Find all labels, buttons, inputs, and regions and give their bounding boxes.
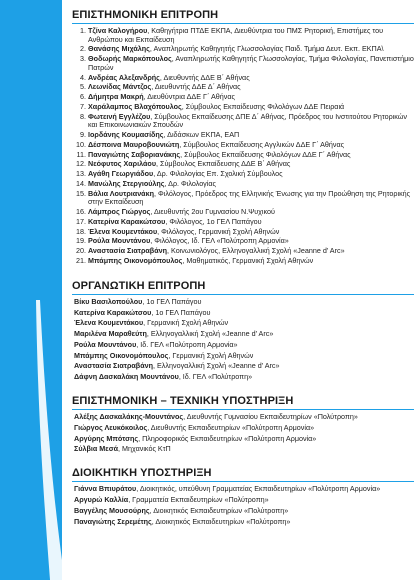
item-number: 16. [76, 207, 86, 217]
member-name: Βάλια Λουτριανάκη [88, 188, 155, 198]
member-role: , Σύμβουλος Εκπαίδευσης ΔΠΕ Δ΄ Αθήνας, Πρόεδρος του Ινστιτούτου Ρητορικών και Επικοινωνιακών Σπουδών [88, 111, 408, 130]
item-number: 9. [80, 130, 86, 140]
member-role: , Φιλόλογος, Πρόεδρος της Ελληνικής Ένωσης για την Προώθηση της Ρητορικής στην Εκπαίδευση [88, 188, 411, 207]
member-name: Παναγιώτης Σερεμέτης [74, 516, 152, 526]
member-name: Παναγιώτης Σαβοριανάκης [88, 149, 181, 159]
technical-support-list [72, 413, 414, 454]
member-entry [72, 330, 414, 339]
item-number: 6. [80, 92, 86, 102]
list-item [72, 160, 414, 169]
member-entry [72, 319, 414, 328]
list-item [72, 83, 414, 92]
member-name: Αλέξης Δασκαλάκης-Μουντάνος [74, 412, 184, 422]
member-name: Ανδρέας Αλεξανδρής [88, 72, 160, 82]
item-number: 19. [76, 236, 86, 246]
member-entry [72, 413, 414, 422]
member-name: Γιάννα Βπιυράτου [74, 484, 137, 494]
member-role: , 1ο ΓΕΛ Παπάγου [142, 296, 202, 306]
committee-page [62, 0, 420, 580]
list-item [72, 27, 414, 44]
member-name: Λάμπρος Γιώργος [88, 207, 151, 217]
member-role: , Ελληνογαλλική Σχολή «Jeanne d' Arc» [153, 361, 280, 371]
member-role: , Μαθηματικός, Γερμανική Σχολή Αθηνών [182, 256, 314, 265]
item-number: 18. [76, 226, 86, 236]
member-name: Ρούλα Μουντάνου [74, 339, 137, 349]
item-number: 4. [80, 72, 86, 82]
item-number: 20. [76, 246, 86, 256]
member-name: Αργύρης Μπότσης [74, 433, 139, 443]
member-entry [72, 518, 414, 527]
member-name: Αναστασία Σιατραβάνη [88, 246, 168, 256]
list-item [72, 247, 414, 256]
member-role: , Διευθυντής ΔΔΕ Δ΄ Αθήνας [151, 82, 241, 92]
member-entry [72, 341, 414, 350]
member-name: Θανάσης Μιχάλης [88, 44, 150, 54]
member-name: Μανώλης Στεργιούλης [88, 178, 165, 188]
member-name: Έλενα Κουμεντάκου [88, 226, 158, 236]
item-number: 2. [80, 44, 86, 54]
list-item [72, 257, 414, 266]
member-name: Ρούλα Μουντάνου [88, 236, 151, 246]
member-role: , Ελληνογαλλική Σχολή «Jeanne d' Arc» [146, 329, 274, 339]
member-name: Κατερίνα Καρακώτσου [74, 307, 152, 317]
section-divider [72, 23, 414, 24]
list-item [72, 103, 414, 112]
member-entry [72, 373, 414, 382]
member-role: , Ιδ. ΓΕΛ «Πολύτροπη» [178, 372, 253, 382]
member-role: , Καθηγήτρια ΠΤΔΕ ΕΚΠΑ, Διευθύντρια του ΠΜΣ Ρητορική, Επιστήμες του Ανθρώπου και Εκπαίδευση [88, 26, 384, 44]
member-name: Βίκυ Βασιλοπούλου [74, 296, 143, 306]
member-role: , Σύμβουλος Εκπαίδευσης Φιλολόγων ΔΔΕ Πειραιά [181, 101, 345, 111]
list-item [72, 151, 414, 160]
member-entry [72, 435, 414, 444]
member-entry [72, 507, 414, 516]
member-name: Δέσποινα Μαυροβουνιώτη [88, 139, 180, 149]
member-role: , Σύμβουλος Εκπαίδευσης Φιλολόγων ΔΔΕ Γ΄ Αθήνας [180, 149, 351, 159]
item-number: 3. [80, 54, 86, 64]
member-name: Σύλβια Μεσά [74, 444, 119, 454]
member-name: Φωτεινή Εγγλέζου [88, 111, 151, 121]
item-number: 11. [76, 149, 86, 159]
item-number: 15. [76, 188, 86, 198]
member-name: Κατερίνα Καρακώτσου [88, 216, 166, 226]
member-name: Μαριλένα Μαραθεύτη [74, 329, 147, 339]
list-item [72, 141, 414, 150]
member-role: , Δρ. Φιλολογίας Επ. Σχολική Σύμβουλος [153, 169, 283, 179]
member-role: , Αναπληρωτής Καθηγητής Γλωσσολογίας Παιδ. Τμήμα Δευτ. Εκπ. ΕΚΠΑ\ [149, 44, 384, 54]
member-role: , Κοινωνιολόγος, Ελληνογαλλική Σχολή «Jeanne d' Arc» [167, 246, 345, 256]
member-role: , 1ο ΓΕΛ Παπάγου [151, 307, 211, 317]
member-role: , Διευθύντρια ΔΔΕ Γ΄ Αθήνας [143, 92, 235, 102]
member-name: Λεωνίδας Μάντζος [88, 82, 152, 92]
member-role: , Διοικητικός Εκπαιδευτηρίων «Πολύτροπη» [149, 505, 289, 515]
list-item [72, 218, 414, 227]
member-role: , Αναπληρωτής Καθηγητής Γλωσσολογίας, Τμήμα Φιλολογίας, Πανεπιστήμιο Πατρών [88, 54, 414, 72]
item-number: 10. [76, 139, 86, 149]
decorative-curve [0, 0, 62, 580]
member-name: Έλενα Κουμεντάκου [74, 318, 144, 328]
item-number: 8. [80, 111, 86, 121]
section-title-scientific-committee: ΕΠΙΣΤΗΜΟΝΙΚΗ ΕΠΙΤΡΟΠΗ [72, 9, 219, 21]
section-divider [72, 294, 414, 295]
member-role: , Γερμανική Σχολή Αθηνών [168, 350, 254, 360]
section-title-technical-support: ΕΠΙΣΤΗΜΟΝΙΚΗ – ΤΕΧΝΙΚΗ ΥΠΟΣΤΗΡΙΞΗ [72, 395, 294, 408]
member-entry [72, 309, 414, 318]
member-name: Χαράλαμπος Βλαχόπουλος [88, 101, 182, 111]
member-role: , Διευθυντής 2ου Γυμνασίου Ν.Ψυχικού [150, 207, 275, 217]
member-name: Βαγγέλης Μουσούρης [74, 505, 150, 515]
list-item [72, 131, 414, 140]
item-number: 14. [76, 178, 86, 188]
list-item [72, 55, 414, 72]
member-entry [72, 298, 414, 307]
member-role: , Γραμματεία Εκπαιδευτηρίων «Πολύτροπη» [128, 494, 269, 504]
member-role: , Πληροφορικός Εκπαιδευτηρίων «Πολύτροπη Αρμονία» [138, 433, 317, 443]
item-number: 21. [76, 256, 86, 265]
item-number: 12. [76, 159, 86, 169]
member-name: Μπάμπης Οικονομόπουλος [74, 350, 169, 360]
member-name: Τζίνα Καλογήρου [88, 26, 148, 35]
member-role: , Φιλόλογος, Ιδ. ΓΕΛ «Πολύτροπη Αρμονία» [150, 236, 289, 246]
member-role: , Φιλόλογος, 1ο ΓΕΛ Παπάγου [165, 216, 262, 226]
member-name: Δάφνη Δασκαλάκη Μουντάνου [74, 372, 179, 382]
member-role: , Διευθυντής Εκπαιδευτηρίων «Πολύτροπη Αρμονία» [147, 422, 315, 432]
item-number: 13. [76, 169, 86, 179]
item-number: 17. [76, 216, 86, 226]
list-item [72, 74, 414, 83]
member-name: Δήμητρα Μακρή [88, 92, 144, 102]
member-role: , Διδάσκων ΕΚΠΑ, ΕΑΠ [163, 130, 240, 140]
list-item [72, 180, 414, 189]
list-item [72, 170, 414, 179]
section-divider [72, 409, 414, 410]
member-entry [72, 352, 414, 361]
scientific-committee-list [72, 27, 414, 266]
member-role: , Φιλόλογος, Γερμανική Σχολή Αθηνών [157, 226, 280, 236]
member-role: , Διοικητικός Εκπαιδευτηρίων «Πολύτροπη» [151, 516, 291, 526]
member-role: , Διευθυντής Γυμνασίου Εκπαιδευτηρίων «Πολύτροπη» [183, 412, 358, 422]
member-role: , Γερμανική Σχολή Αθηνών [143, 318, 229, 328]
member-entry [72, 485, 414, 494]
administrative-support-list [72, 485, 414, 526]
member-name: Αργυρώ Καλλία [74, 494, 129, 504]
list-item [72, 190, 414, 207]
member-entry [72, 445, 414, 454]
member-name: Γιώργος Λευκόκοιλος [74, 422, 148, 432]
list-item [72, 93, 414, 102]
list-item [72, 228, 414, 237]
section-divider [72, 481, 414, 482]
member-role: , Μηχανικός ΚτΠ [118, 444, 171, 454]
list-item [72, 237, 414, 246]
item-number: 5. [80, 82, 86, 92]
member-role: , Διοικητικός, υπεύθυνη Γραμματείας Εκπαιδευτηρίων «Πολύτροπη Αρμονία» [136, 484, 381, 494]
member-name: Θοδωρής Μαρκόπουλος [88, 54, 172, 64]
organizing-committee-list [72, 298, 414, 382]
item-number: 7. [80, 101, 86, 111]
member-name: Ιορδάνης Κουμασίδης [88, 130, 164, 140]
member-name: Νεόφυτος Χαριλάου [88, 159, 157, 169]
list-item [72, 113, 414, 130]
member-role: , Δρ. Φιλολογίας [164, 178, 216, 188]
member-role: , Σύμβουλος Εκπαίδευσης ΔΔΕ Β΄ Αθήνας [156, 159, 291, 169]
list-item [72, 45, 414, 54]
member-entry [72, 424, 414, 433]
member-role: , Σύμβουλος Εκπαίδευσης Αγγλικών ΔΔΕ Γ΄ Αθήνας [179, 139, 345, 149]
item-number: 1. [80, 26, 86, 35]
section-title-organizing-committee: ΟΡΓΑΝΩΤΙΚΗ ΕΠΙΤΡΟΠΗ [72, 279, 206, 292]
member-entry [72, 496, 414, 505]
member-name: Μπάμπης Οικονομόπουλος [88, 256, 183, 265]
member-role: , Ιδ. ΓΕΛ «Πολύτροπη Αρμονία» [136, 339, 238, 349]
list-item [72, 208, 414, 217]
section-title-administrative-support: ΔΙΟΙΚΗΤΙΚΗ ΥΠΟΣΤΗΡΙΞΗ [72, 467, 212, 480]
member-role: , Διευθυντής ΔΔΕ Β΄ Αθήνας [159, 72, 250, 82]
member-entry [72, 362, 414, 371]
member-name: Αγάθη Γεωργιάδου [88, 169, 154, 179]
member-name: Αναστασία Σιατραβάνη [74, 361, 154, 371]
